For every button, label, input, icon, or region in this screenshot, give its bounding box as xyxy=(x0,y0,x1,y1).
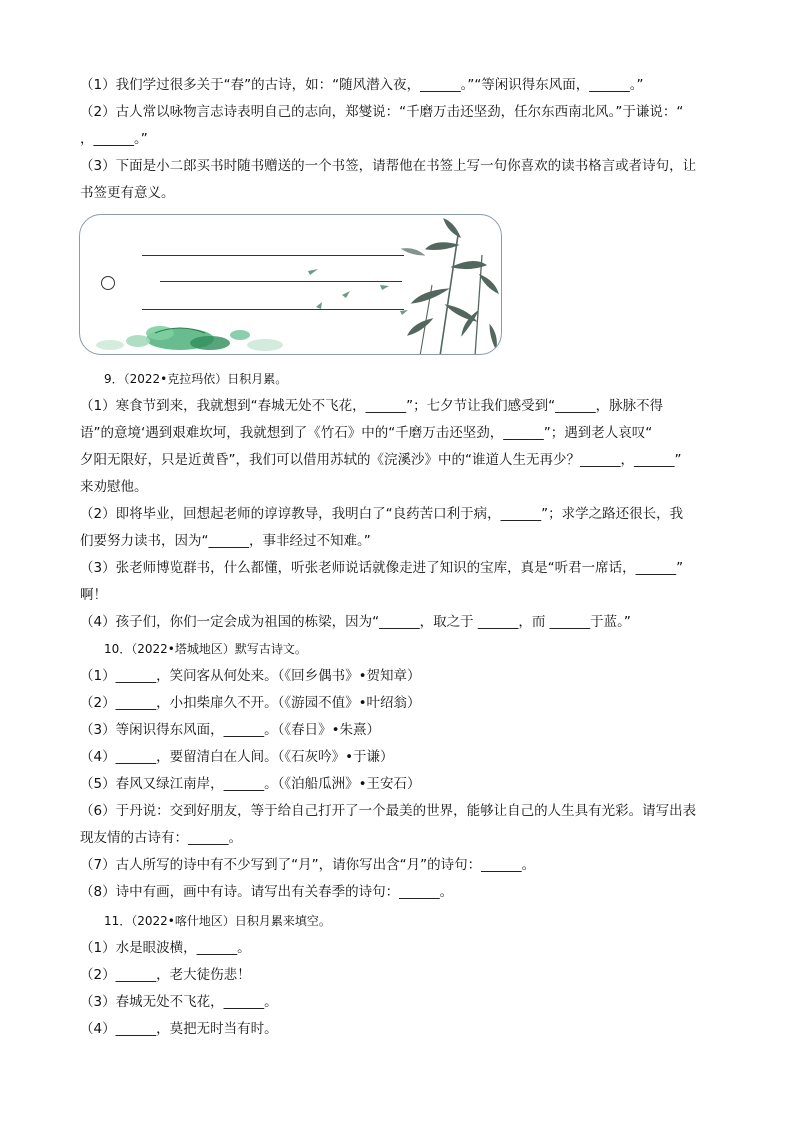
q10-heading: 10．（2022•塔城地区）默写古诗文。 xyxy=(104,642,307,656)
q10-line-8: （7）古人所写的诗中有不少写到了“月”，请你写出含“月”的诗句：______。 xyxy=(80,857,536,873)
q9-line-9: （4）孩子们，你们一定会成为祖国的栋梁，因为“______，取之于 ______，而 ______于蓝。” xyxy=(80,614,631,630)
q9-line-4: 来劝慰他。 xyxy=(80,479,148,495)
q10-line-5: （5）春风又绿江南岸，______。（《泊船瓜洲》•王安石） xyxy=(80,776,421,792)
q9-line-6: 们要努力读书，因为“______，事非经过不知难。” xyxy=(80,533,371,549)
q9-line-2: 语”的意境‘遇到艰难坎坷，我就想到了《竹石》中的“千磨万击还坚劲，______”；遇到老人哀叹“ xyxy=(80,425,653,441)
q10-line-9: （8）诗中有画，画中有诗。请写出有关春季的诗句：______。 xyxy=(80,884,454,900)
q9-heading: 9．（2022•克拉玛依）日积月累。 xyxy=(104,372,288,386)
s8-question-1: （1）我们学过很多关于“春”的古诗，如：“随风潜入夜，______。”“等闲识得东风面，______。” xyxy=(80,77,644,93)
s8-question-2-line1: （2）古人常以咏物言志诗表明自己的志向，郑燮说：“千磨万击还坚劲，任尔东西南北风。”于谦说：“ xyxy=(80,104,684,120)
q9-line-3: 夕阳无限好，只是近黄昏”，我们可以借用苏轼的《浣溪沙》中的“谁道人生无再少？______，______” xyxy=(80,452,682,468)
bookmark-decoration xyxy=(80,215,502,355)
q9-line-5: （2）即将毕业，回想起老师的谆谆教导，我明白了“良药苦口利于病，______”；求学之路还很长，我 xyxy=(80,506,684,522)
s8-question-3-line2: 书签更有意义。 xyxy=(80,185,175,201)
lotus-leaf-icon xyxy=(96,326,283,351)
bamboo-icon xyxy=(402,219,498,355)
q9-line-1: （1）寒食节到来，我就想到“春城无处不飞花，______”；七夕节让我们感受到“______，脉脉不得 xyxy=(80,398,664,414)
q9-line-7: （3）张老师博览群书，什么都懂，听张老师说话就像走进了知识的宝库，真是“听君一席话，______” xyxy=(80,560,684,576)
q10-line-6: （6）于丹说：交到好朋友，等于给自己打开了一个最美的世界，能够让自己的人生具有光彩。请写出表 xyxy=(80,803,697,819)
s8-question-3-line1: （3）下面是小二郎买书时随书赠送的一个书签，请帮他在书签上写一句你喜欢的读书格言或者诗句，让 xyxy=(80,158,697,174)
q10-line-4: （4）______，要留清白在人间。（《石灰吟》•于谦） xyxy=(80,749,394,765)
q10-line-1: （1）______，笑问客从何处来。（《回乡偶书》•贺知章） xyxy=(80,668,421,684)
falling-leaf-icon xyxy=(308,269,408,315)
q11-line-4: （4）______，莫把无时当有时。 xyxy=(80,1021,278,1037)
q10-line-3: （3）等闲识得东风面，______。（《春日》•朱熹） xyxy=(80,722,381,738)
s8-question-2-line2: ，______。” xyxy=(80,131,148,147)
q11-heading: 11．（2022•喀什地区）日积月累来填空。 xyxy=(104,914,331,928)
bookmark-card xyxy=(79,214,502,355)
q9-line-8: 啊！ xyxy=(80,587,107,603)
q10-line-7: 现友情的古诗有：______。 xyxy=(80,830,242,846)
q11-line-2: （2）______，老大徒伤悲！ xyxy=(80,967,251,983)
q11-line-3: （3）春城无处不飞花，______。 xyxy=(80,994,278,1010)
q10-line-2: （2）______，小扣柴扉久不开。（《游园不值》•叶绍翁） xyxy=(80,695,421,711)
q11-line-1: （1）水是眼波横，______。 xyxy=(80,940,251,956)
